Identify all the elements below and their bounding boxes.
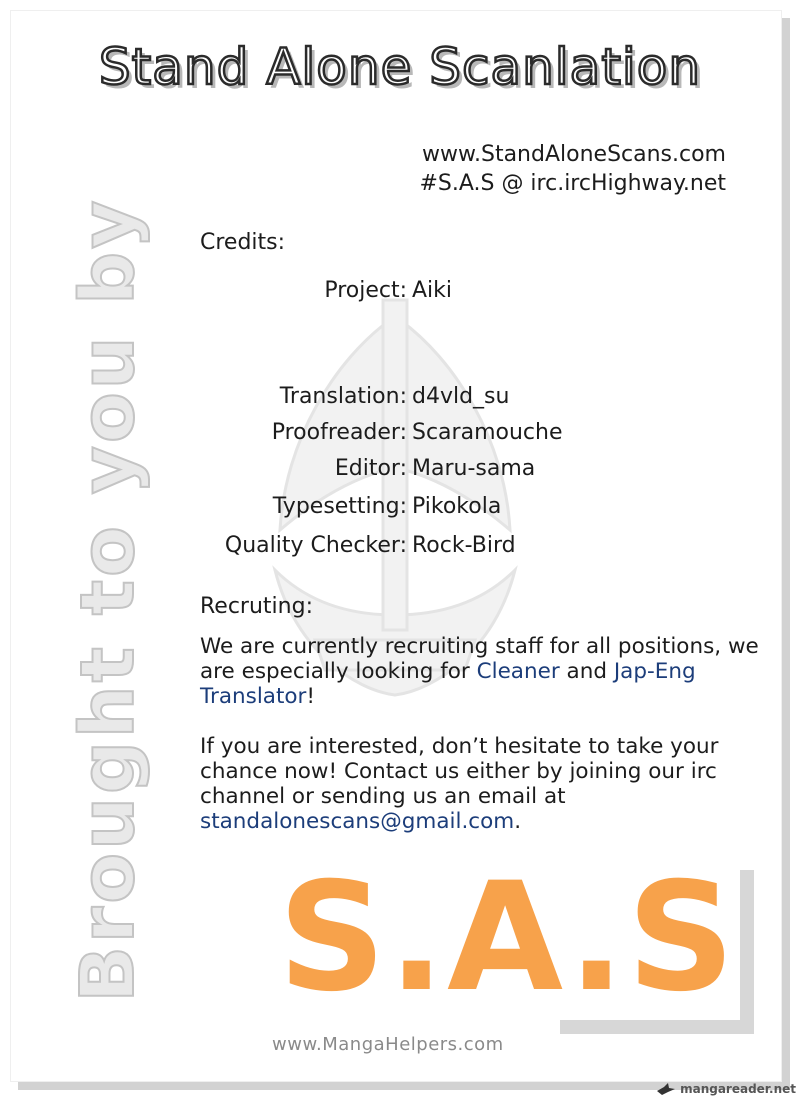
credit-name: Aiki (412, 278, 453, 303)
credit-role: Translation: (279, 384, 407, 409)
credit-role: Typesetting: (272, 494, 407, 519)
credit-name: d4vld_su (412, 384, 510, 409)
logo-frame (740, 870, 754, 1020)
page-title: Stand Alone Scanlation (98, 38, 702, 96)
credit-row (0, 456, 800, 492)
recruiting-text: and (559, 659, 614, 684)
credit-row-project (0, 278, 800, 314)
contact-block (419, 140, 726, 198)
credit-role: Proofreader: (271, 420, 407, 445)
website-link[interactable]: www.StandAloneScans.com (422, 142, 726, 167)
recruiting-heading: Recruting: (200, 594, 313, 619)
sas-logo: S.A.S (278, 851, 737, 1025)
bird-icon (656, 1082, 676, 1096)
recruiting-text: We are currently recruiting staff for all positions, we are especially looking for (200, 634, 759, 684)
credit-row (0, 533, 800, 569)
credit-row (0, 494, 800, 530)
credit-name: Scaramouche (412, 420, 563, 445)
watermark-text: mangareader.net (680, 1082, 796, 1096)
email-link[interactable]: standalonescans@gmail.com (200, 809, 515, 834)
recruiting-text: ! (306, 684, 316, 709)
footer-site: www.MangaHelpers.com (272, 1034, 504, 1055)
brought-to-you-by-text: Brought to you by (65, 197, 151, 1003)
watermark (656, 1082, 796, 1096)
translator-position: Jap-Eng Translator (200, 659, 696, 709)
credit-row (0, 384, 800, 420)
credit-role: Quality Checker: (224, 533, 407, 558)
contact-text: If you are interested, don’t hesitate to take your chance now! Contact us either by joining our irc channel or sending us an email at (200, 734, 719, 809)
credits-heading: Credits: (200, 230, 286, 255)
credit-name: Rock-Bird (412, 533, 516, 558)
contact-text: . (514, 809, 522, 834)
credit-name: Pikokola (412, 494, 502, 519)
credit-name: Maru-sama (412, 456, 536, 481)
credit-role: Project: (324, 278, 407, 303)
irc-channel: #S.A.S @ irc.ircHighway.net (419, 171, 726, 196)
cleaner-position: Cleaner (476, 659, 560, 684)
contact-paragraph (200, 734, 760, 834)
credit-role: Editor: (334, 456, 407, 481)
credit-row (0, 420, 800, 456)
recruiting-paragraph (200, 634, 760, 709)
